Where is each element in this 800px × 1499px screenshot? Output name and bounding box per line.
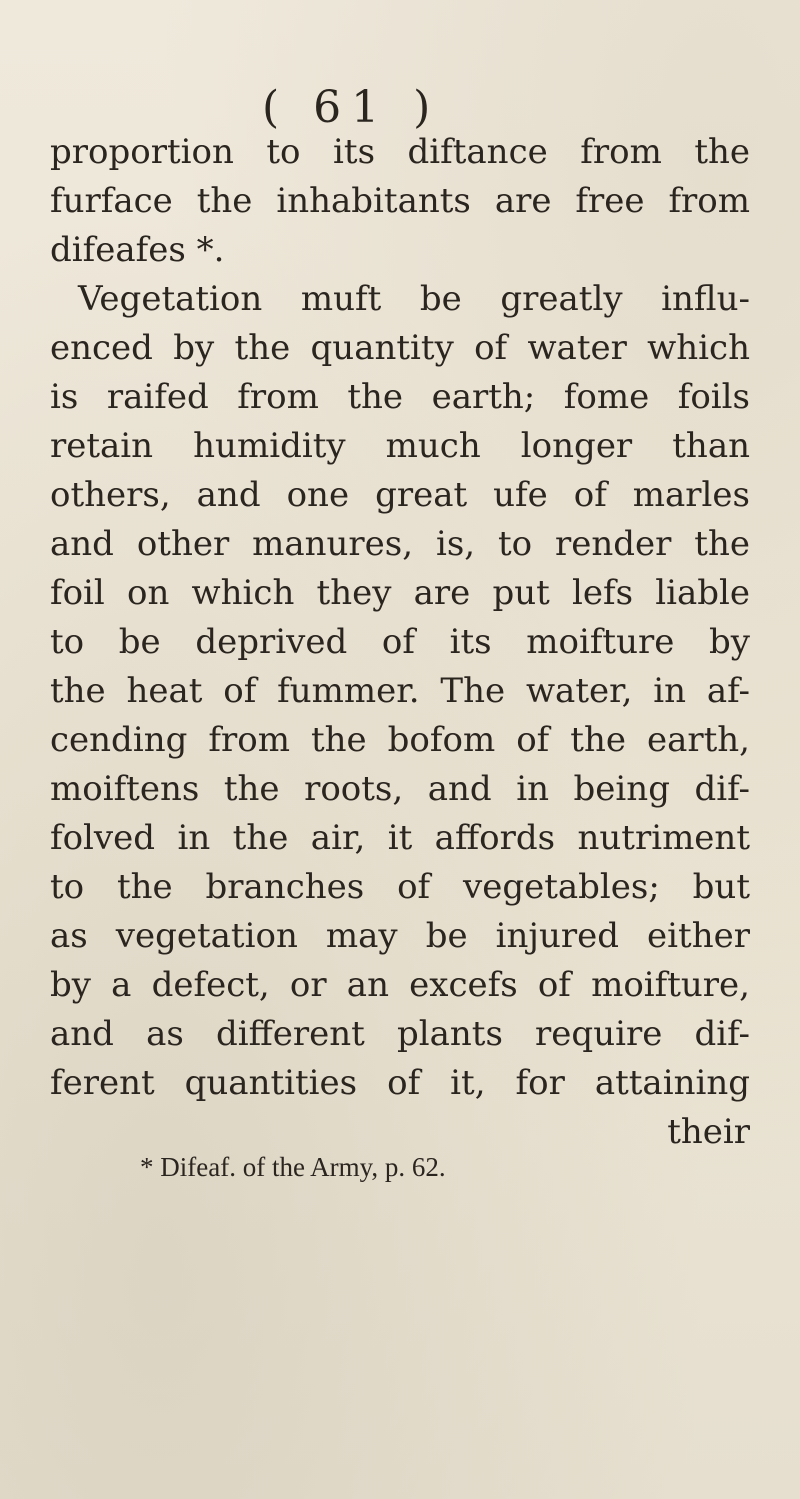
body-text <box>50 128 750 1157</box>
text-line: cending from the bofom of the earth, <box>50 720 750 760</box>
text-line: is raifed from the earth; fome foils <box>50 377 750 417</box>
page-number: ( 61 ) <box>262 82 441 133</box>
text-line: difeafes *. <box>50 230 225 270</box>
text-line: and other manures, is, to render the <box>50 524 750 564</box>
text-line: ferent quantities of it, for attaining <box>50 1063 750 1103</box>
text-line: as vegetation may be injured either <box>50 916 750 956</box>
text-line: retain humidity much longer than <box>50 426 750 466</box>
text-line: foil on which they are put lefs liable <box>50 573 750 613</box>
text-line: folved in the air, it affords nutriment <box>50 818 750 858</box>
footnote: * Difeaf. of the Army, p. 62. <box>140 1152 446 1182</box>
text-line: to be deprived of its moifture by <box>50 622 750 662</box>
text-line: moiftens the roots, and in being dif- <box>50 769 750 809</box>
text-line: the heat of fummer. The water, in af- <box>50 671 750 711</box>
catchword: their <box>667 1112 750 1152</box>
text-line: others, and one great ufe of marles <box>50 475 750 515</box>
text-line: and as different plants require dif- <box>50 1014 750 1054</box>
text-line: by a defect, or an excefs of moifture, <box>50 965 750 1005</box>
text-line: Vegetation muft be greatly influ- <box>78 279 750 319</box>
text-line: proportion to its diftance from the <box>50 132 750 172</box>
text-line: enced by the quantity of water which <box>50 328 750 368</box>
text-line: furface the inhabitants are free from <box>50 181 750 221</box>
text-line: to the branches of vegetables; but <box>50 867 750 907</box>
